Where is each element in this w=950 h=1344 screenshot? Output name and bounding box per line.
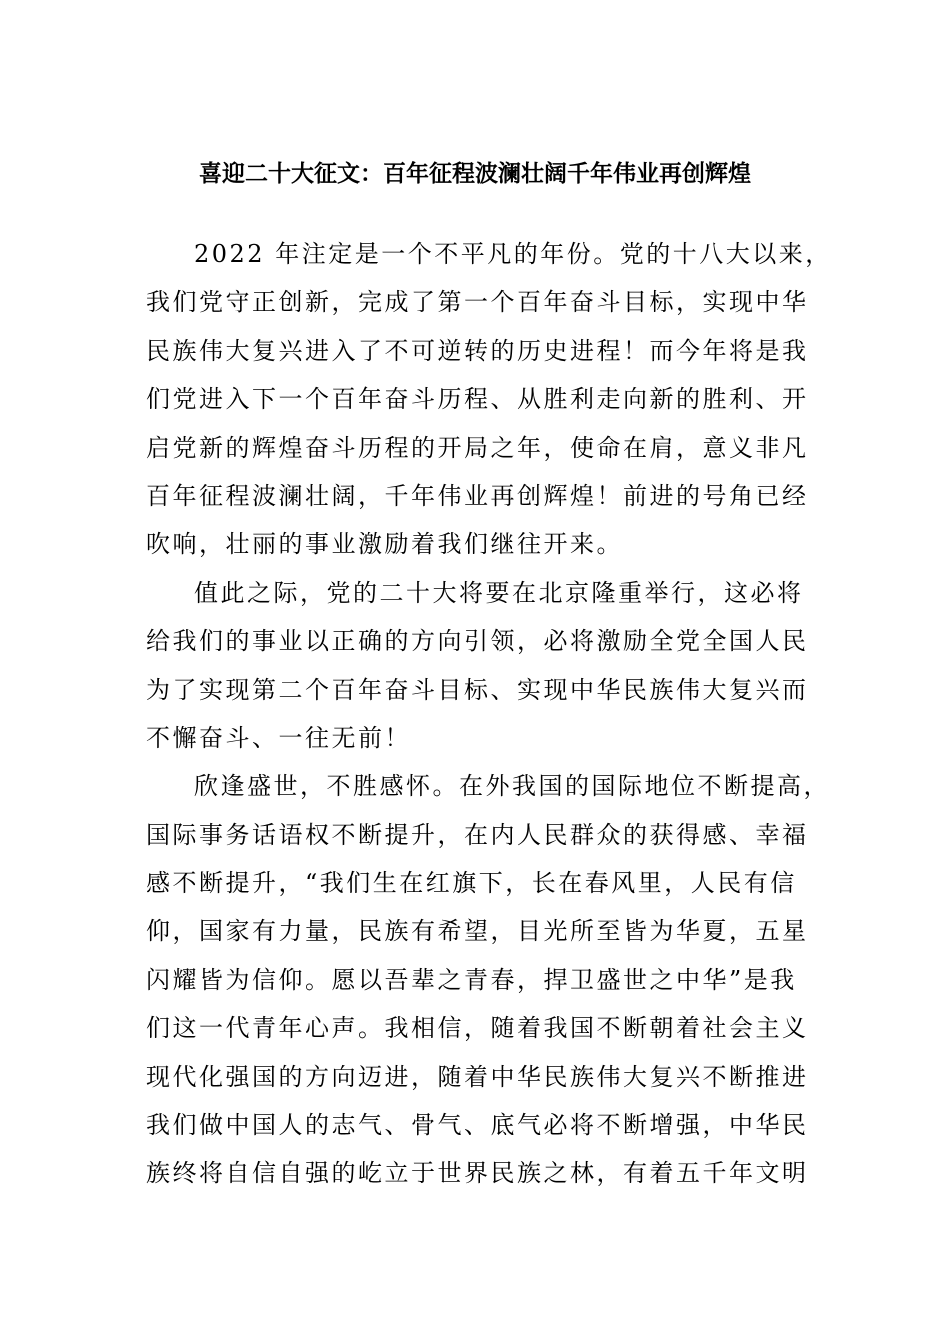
text-line: 欣逢盛世，不胜感怀。在外我国的国际地位不断提高， [194,772,830,801]
text-line: 们党进入下一个百年奋斗历程、从胜利走向新的胜利、开 [146,385,809,414]
text-line: 现代化强国的方向迈进，随着中华民族伟大复兴不断推进 [146,1062,809,1091]
text-line: 仰，国家有力量，民族有希望，目光所至皆为华夏，五星 [146,917,809,946]
document-title: 喜迎二十大征文：百年征程波澜壮阔千年伟业再创辉煌 [199,160,751,187]
text-line: 启党新的辉煌奋斗历程的开局之年，使命在肩，意义非凡 [146,433,809,462]
text-line: 族终将自信自强的屹立于世界民族之林，有着五千年文明 [146,1159,809,1188]
text-line: 我们党守正创新，完成了第一个百年奋斗目标，实现中华 [146,288,809,317]
text-line: 闪耀皆为信仰。愿以吾辈之青春，捍卫盛世之中华”是我 [146,965,797,994]
text-line: 百年征程波澜壮阔，千年伟业再创辉煌！前进的号角已经 [146,481,809,510]
text-line: 2022 年注定是一个不平凡的年份。党的十八大以来， [194,240,832,268]
text-line: 给我们的事业以正确的方向引领，必将激励全党全国人民 [146,627,809,656]
text-line: 为了实现第二个百年奋斗目标、实现中华民族伟大复兴而 [146,675,809,704]
text-line: 国际事务话语权不断提升，在内人民群众的获得感、幸福 [146,820,809,849]
text-line: 我们做中国人的志气、骨气、底气必将不断增强，中华民 [146,1111,809,1140]
text-line: 吹响，壮丽的事业激励着我们继往开来。 [146,530,623,559]
text-line: 值此之际，党的二十大将要在北京隆重举行，这必将 [194,578,804,607]
text-line: 不懈奋斗、一往无前！ [146,723,411,752]
text-line: 们这一代青年心声。我相信，随着我国不断朝着社会主义 [146,1014,809,1043]
text-line: 感不断提升，“我们生在红旗下，长在春风里，人民有信 [146,869,797,898]
document-body [146,230,832,1198]
text-line: 民族伟大复兴进入了不可逆转的历史进程！而今年将是我 [146,336,809,365]
